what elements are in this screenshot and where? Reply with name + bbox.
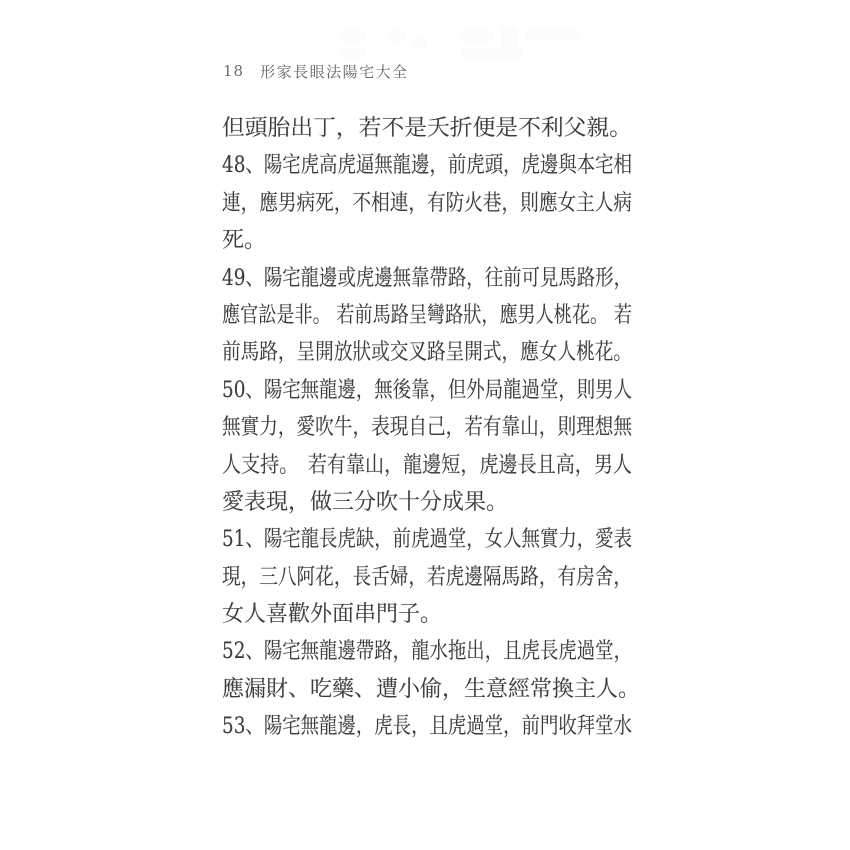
text-line: 53、陽宅無龍邊，虎長，且虎過堂，前門收拜堂水 xyxy=(222,714,632,740)
text-line: 48、陽宅虎高虎逼無龍邊，前虎頭，虎邊與本宅相 xyxy=(222,153,632,179)
text-line: 無實力，愛吹牛，表現自己，若有靠山，則理想無 xyxy=(222,415,633,441)
page-number: 18 xyxy=(223,62,245,80)
watermark-block xyxy=(526,30,580,40)
text-line: 51、陽宅龍長虎缺，前虎過堂，女人無實力，愛表 xyxy=(222,527,632,553)
text-line: 但頭胎出丁，若不是夭折便是不利父親。 xyxy=(222,116,633,141)
running-header xyxy=(223,60,409,82)
watermark-block xyxy=(388,30,406,42)
text-line: 現，三八阿花，長舌婦，若虎邊隔馬路，有房舍， xyxy=(222,564,633,590)
watermark-block xyxy=(502,26,518,56)
text-line: 女人喜歡外面串門子。 xyxy=(222,602,443,628)
text-line: 愛表現，做三分吹十分成果。 xyxy=(222,489,509,515)
faint-watermark xyxy=(330,22,590,58)
text-line: 人支持。 若有靠山，龍邊短，虎邊長且高，男人 xyxy=(222,452,633,478)
text-line: 死。 xyxy=(222,228,267,254)
watermark-block xyxy=(340,30,366,42)
text-line: 50、陽宅無龍邊，無後靠，但外局龍過堂，則男人 xyxy=(222,377,632,403)
text-line: 應漏財、吃藥、遭小偷，生意經常換主人。 xyxy=(222,676,641,702)
watermark-block xyxy=(462,48,522,58)
watermark-block xyxy=(412,36,426,48)
book-title: 形家長眼法陽宅大全 xyxy=(260,62,409,81)
body-text xyxy=(222,110,650,746)
watermark-block xyxy=(460,30,494,42)
watermark-block xyxy=(340,48,366,58)
text-line: 連，應男病死，不相連，有防火巷，則應女主人病 xyxy=(222,190,633,216)
text-line: 52、陽宅無龍邊帶路，龍水拖出，且虎長虎過堂， xyxy=(222,639,632,665)
text-line: 49、陽宅龍邊或虎邊無靠帶路，往前可見馬路形， xyxy=(222,265,632,291)
text-line: 應官訟是非。 若前馬路呈彎路狀，應男人桃花。 若 xyxy=(222,302,633,328)
text-line: 前馬路，呈開放狀或交叉路呈開式，應女人桃花。 xyxy=(222,340,633,366)
